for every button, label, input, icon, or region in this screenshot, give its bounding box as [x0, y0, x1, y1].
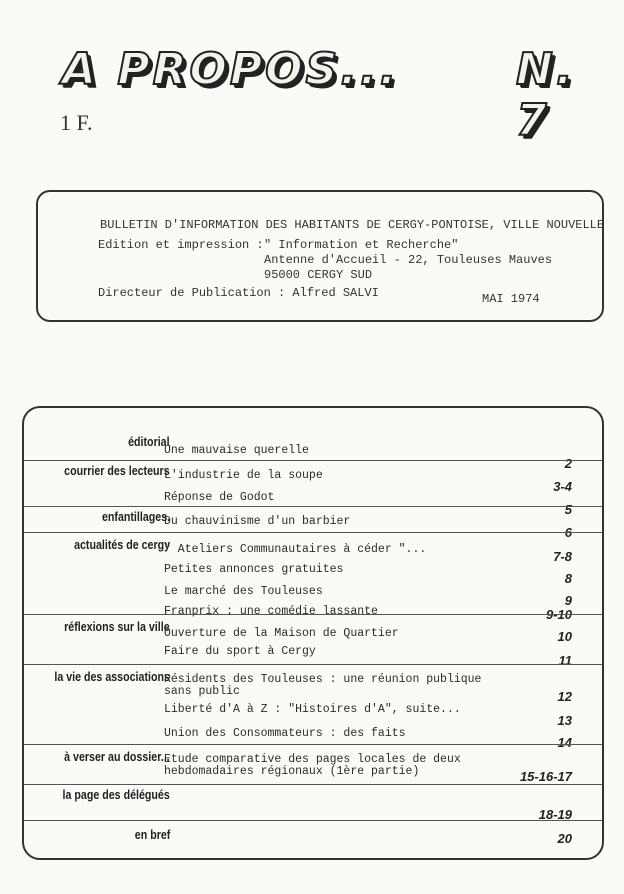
toc-section [24, 664, 602, 750]
toc-article[interactable]: Liberté d'A à Z : "Histoires d'A", suite... [164, 703, 461, 716]
toc-page: 8 [564, 571, 572, 586]
toc-article[interactable]: Réponse de Godot [164, 491, 275, 504]
price: 1 F. [60, 110, 93, 135]
toc-page: 20 [557, 831, 572, 846]
toc-category: la page des délégués [62, 787, 170, 802]
issue-number: N. 7 [516, 44, 576, 146]
toc-category: à verser au dossier... [64, 749, 170, 764]
toc-article[interactable]: Le marché des Touleuses [164, 585, 323, 598]
toc-article[interactable]: Franprix : une comédie lassante [164, 605, 378, 618]
toc-page: 11 [558, 653, 572, 668]
toc-category: courrier des lecteurs [64, 463, 170, 478]
toc-article[interactable]: Faire du sport à Cergy [164, 645, 316, 658]
toc-page: 3-4 [553, 479, 572, 494]
toc-page: 6 [564, 525, 572, 540]
edition-name: " Information et Recherche" [264, 238, 459, 252]
toc-article[interactable]: Ouverture de la Maison de Quartier [164, 627, 399, 640]
toc-article[interactable]: L'industrie de la soupe [164, 469, 323, 482]
toc-article[interactable]: Une mauvaise querelle [164, 444, 309, 457]
toc-page: 15-16-17 [519, 769, 572, 784]
toc-section [24, 532, 602, 621]
toc-section [24, 614, 602, 667]
toc-page: 13 [557, 713, 572, 728]
toc-page: 2 [564, 456, 572, 471]
toc-section [24, 820, 602, 859]
masthead-title: A PROPOS... [62, 44, 400, 95]
toc-category: en bref [134, 827, 170, 842]
toc-page: 10 [557, 629, 572, 644]
toc-page: 18-19 [538, 807, 572, 822]
toc-page: 12 [557, 689, 572, 704]
toc-page: 5 [564, 502, 572, 517]
publication-info-box [36, 190, 604, 322]
toc-section [24, 744, 602, 789]
toc-article[interactable]: Du chauvinisme d'un barbier [164, 515, 351, 528]
toc-article-continued[interactable]: hebdomadaires régionaux (1ère partie) [164, 765, 420, 778]
toc-article[interactable]: " Ateliers Communautaires à céder "... [164, 543, 427, 556]
toc-section [24, 784, 602, 823]
issue-date: MAI 1974 [482, 292, 540, 306]
toc-page: 7-8 [553, 549, 572, 564]
toc-page: 14 [557, 735, 572, 750]
address-line-1: Antenne d'Accueil - 22, Touleuses Mauves [264, 253, 553, 267]
toc-page: 9 [564, 593, 572, 608]
toc-page: 9-10 [545, 607, 572, 622]
bulletin-line: BULLETIN D'INFORMATION DES HABITANTS DE CERGY-PONTOISE, VILLE NOUVELLE [100, 218, 605, 232]
toc-category: la vie des associations [54, 669, 170, 684]
toc-category: réflexions sur la ville [64, 619, 170, 634]
toc-article[interactable]: Etude comparative des pages locales de deux [164, 753, 461, 766]
director-line: Directeur de Publication : Alfred SALVI [98, 286, 379, 300]
address-line-2: 95000 CERGY SUD [264, 268, 373, 282]
toc-article[interactable]: Petites annonces gratuites [164, 563, 344, 576]
toc-article[interactable]: Union des Consommateurs : des faits [164, 727, 406, 740]
edition-label: Edition et impression : [98, 238, 264, 252]
toc-category: enfantillages. [101, 509, 170, 524]
toc-article-continued[interactable]: sans public [164, 685, 240, 698]
table-of-contents [22, 406, 604, 860]
toc-category: actualités de cergy [74, 537, 170, 552]
toc-article[interactable]: Résidents des Touleuses : une réunion publique [164, 673, 482, 686]
toc-category: éditorial [128, 434, 170, 449]
